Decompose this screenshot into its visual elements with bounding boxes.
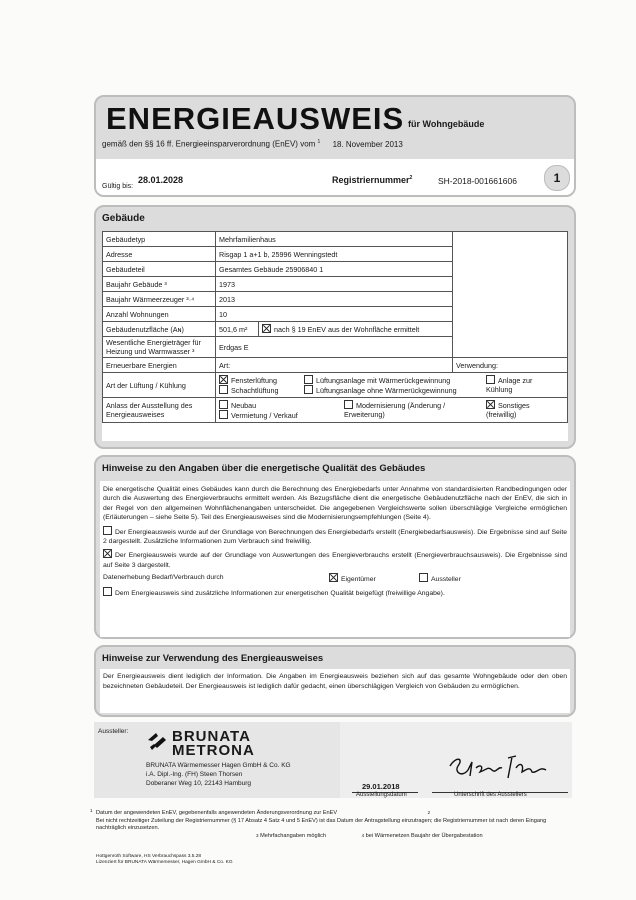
row-value: Erdgas E <box>216 337 453 358</box>
registration-label <box>332 175 412 185</box>
registration-footnote-ref: 2 <box>409 175 413 181</box>
footnotes <box>90 808 570 840</box>
valid-label: Gültig bis: <box>102 183 134 190</box>
law-text: gemäß den §§ 16 ff. Energieeinsparverordnung (EnEV) vom <box>102 139 316 149</box>
checkbox <box>103 587 112 596</box>
software-line: Lizenziert für BRUNATA Wärmemesser, Hagen GmbH & Co. KG <box>96 860 233 866</box>
nutzflaeche-note <box>259 322 453 337</box>
row-label: Gebäudenutzfläche (Aɴ) <box>103 322 216 337</box>
occasion-options <box>216 398 568 423</box>
option-modernisierung <box>344 400 454 419</box>
option-lueftung-ohne <box>304 385 457 395</box>
option-zusatz-text: Dem Energieausweis sind zusätzliche Informationen zur energetischen Qualität beigefügt (freiwillige Angabe). <box>115 590 445 597</box>
row-label: Erneuerbare Energien <box>103 358 216 373</box>
building-heading: Gebäude <box>102 213 145 224</box>
checkbox <box>103 526 112 535</box>
issue-date: 29.01.2018 <box>362 782 400 791</box>
option-label: Aussteller <box>431 576 461 583</box>
header-panel <box>94 95 576 197</box>
row-value: 10 <box>216 307 453 322</box>
checkbox <box>486 375 495 384</box>
option-sonstiges <box>486 400 552 419</box>
valid-date: 28.01.2028 <box>138 175 184 185</box>
option-kuehlung <box>486 375 546 394</box>
row-label: Gebäudetyp <box>103 232 216 247</box>
data-collection-label: Datenerhebung Bedarf/Verbrauch durch <box>103 574 224 581</box>
option-label: Neubau <box>231 401 257 410</box>
law-footnote-ref: 1 <box>317 139 321 145</box>
option-label: Anlage zur Kühlung <box>486 376 533 394</box>
option-label: Schachtlüftung <box>231 386 279 395</box>
footnote-row <box>90 808 570 818</box>
row-label: Art der Lüftung / Kühlung <box>103 373 216 398</box>
option-label: Fensterlüftung <box>231 376 277 385</box>
table-row <box>103 398 568 423</box>
photo-area <box>453 232 568 358</box>
checkbox-checked <box>103 549 112 558</box>
footnote-marker: 4 <box>361 832 365 838</box>
row-label: Anzahl Wohnungen <box>103 307 216 322</box>
row-value: 1973 <box>216 277 453 292</box>
row-label: Baujahr Gebäude ³ <box>103 277 216 292</box>
checkbox <box>344 400 353 409</box>
option-zusatz <box>103 587 567 598</box>
footnote-marker: 2 <box>427 810 431 815</box>
quality-notes-body <box>100 481 570 637</box>
registration-number: SH-2018-001661606 <box>438 176 517 186</box>
ventilation-options <box>216 373 568 398</box>
footnote-marker: 3 <box>256 832 259 838</box>
software-info <box>96 854 233 866</box>
quality-intro: Die energetische Qualität eines Gebäudes kann durch die Berechnung des Energiebedarfs unter Annahme von standardisierten Randbedingungen oder durch die Auswertung des Energieverbrauchs ermittelt werden. Als Bezugsfläche dient die energetische Gebäudenutzfläche nach der EnEV, die sich in der Regel von den allgemeinen Wohnflächenangaben unterscheidet. Die angegebenen Vergleichswerte sollen überschlägige Vergleiche ermöglichen (Erläuterungen – siehe Seite 5). Teil des Energieausweises sind die Modernisierungsempfehlungen (Seite 4). <box>103 486 567 522</box>
software-line: Hottgenroth Software, HS Verbrauchspass 3.5.28 <box>96 854 202 859</box>
footnote-row <box>96 833 570 841</box>
document-title: ENERGIEAUSWEIS <box>106 101 405 136</box>
row-value: Risgap 1 a+1 b, 25996 Wenningstedt <box>216 247 453 262</box>
table-row <box>103 373 568 398</box>
option-verbrauch <box>103 549 567 570</box>
page-number: 1 <box>553 171 561 185</box>
checkbox <box>304 385 313 394</box>
option-verbrauch-text: Der Energieausweis wurde auf der Grundlage von Auswertungen des Energieverbrauchs erstellt (Energieverbrauchsausweis). Die Ergebnisse sind auf Seite 3 dargestellt. <box>103 552 567 569</box>
checkbox <box>419 573 428 582</box>
law-line <box>102 139 403 149</box>
row-label: Wesentliche Energieträger für Heizung und Warmwasser ³ <box>103 337 216 358</box>
option-bedarf-text: Der Energieausweis wurde auf der Grundlage von Berechnungen des Energiebedarfs erstellt (Energiebedarfsausweis). Die Ergebnisse sind auf Seite 2 dargestellt. Zusätzliche Informationen zum Verbrauch sind freiwillig. <box>103 528 567 545</box>
footnote-2: Bei nicht rechtzeitiger Zuteilung der Registriernummer (§ 17 Absatz 4 Satz 4 und 5 EnEV) ist das Datum der Antragstellung einzutragen; die Registriernummer ist nach deren Eingang nachträglich einzusetzen. <box>96 817 547 832</box>
issuer-address <box>146 762 291 788</box>
row-value-usage: Verwendung: <box>453 358 568 373</box>
row-value: Gesamtes Gebäude 25906840 1 <box>216 262 453 277</box>
row-value: Art: <box>216 358 453 373</box>
option-lueftung-mit <box>304 375 450 385</box>
checkbox <box>219 400 228 409</box>
row-label: Baujahr Wärmeerzeuger ³·⁴ <box>103 292 216 307</box>
option-aussteller <box>419 573 461 584</box>
option-label: Lüftungsanlage mit Wärmerückgewinnung <box>316 376 451 385</box>
option-bedarf <box>103 526 567 547</box>
registration-label-text: Registriernummer <box>332 175 410 185</box>
address-line: i.A. Dipl.-Ing. (FH) Steen Thorsen <box>146 770 243 778</box>
footnote-4: bei Wärmenetzen Baujahr der Übergabestation <box>365 832 483 839</box>
checkbox-checked <box>486 400 495 409</box>
footnote-marker: 1 <box>90 808 93 813</box>
nutzflaeche-note-text: nach § 19 EnEV aus der Wohnfläche ermittelt <box>274 325 420 334</box>
building-table-wrap <box>102 231 568 441</box>
option-schachtlueftung <box>219 385 279 395</box>
table-row <box>103 358 568 373</box>
option-vermietung <box>219 410 298 420</box>
document-subtitle: für Wohngebäude <box>408 119 485 129</box>
brunata-logo-icon <box>146 730 170 752</box>
logo-line-1: BRUNATA <box>172 728 251 745</box>
option-label: Modernisierung (Änderung / Erweiterung) <box>344 401 446 419</box>
row-label: Anlass der Ausstellung des Energieausweises <box>103 398 216 423</box>
footnote-3: Mehrfachangaben möglich <box>260 832 327 839</box>
usage-notes-body <box>100 669 570 713</box>
issuer-block <box>94 722 572 798</box>
signature-label: Unterschrift des Ausstellers <box>454 792 527 798</box>
checkbox <box>219 410 228 419</box>
row-value: Mehrfamilienhaus <box>216 232 453 247</box>
building-table <box>102 231 568 423</box>
quality-notes-panel <box>94 455 576 639</box>
signature-drawing <box>446 752 556 782</box>
address-line: BRUNATA Wärmemesser Hagen GmbH & Co. KG <box>146 762 291 769</box>
quality-notes-heading: Hinweise zu den Angaben über die energetische Qualität des Gebäudes <box>102 463 426 474</box>
checkbox-checked <box>262 324 271 333</box>
checkbox-checked <box>329 573 338 582</box>
usage-notes-text: Der Energieausweis dient lediglich der Information. Die Angaben im Energieausweis beziehen sich auf das gesamte Wohngebäude oder den oben bezeichneten Gebäudeteil. Der Energieausweis ist lediglich dafür gedacht, einen überschlägigen Vergleich von Gebäuden zu ermöglichen. <box>103 673 567 690</box>
data-collection-line <box>103 573 567 585</box>
row-value: 501,6 m² <box>216 322 259 337</box>
building-panel <box>94 205 576 449</box>
law-date: 18. November 2013 <box>332 139 403 149</box>
table-row <box>103 232 568 247</box>
option-label: Eigentümer <box>341 576 376 583</box>
issuer-label: Aussteller: <box>98 728 129 735</box>
logo-line-2: METRONA <box>172 742 255 759</box>
checkbox-checked <box>219 375 228 384</box>
option-label: Lüftungsanlage ohne Wärmerückgewinnung <box>316 386 457 395</box>
option-label: Sonstiges (freiwillig) <box>486 401 530 419</box>
option-label: Vermietung / Verkauf <box>231 411 298 420</box>
address-line: Doberaner Weg 10, 22143 Hamburg <box>146 779 252 787</box>
row-label: Gebäudeteil <box>103 262 216 277</box>
checkbox <box>219 385 228 394</box>
issue-date-label: Ausstellungsdatum <box>356 792 407 798</box>
option-eigentuemer <box>329 573 376 584</box>
signature <box>446 752 556 787</box>
usage-notes-panel <box>94 645 576 717</box>
row-value: 2013 <box>216 292 453 307</box>
option-neubau <box>219 400 256 410</box>
footnote-1: Datum der angewendeten EnEV, gegebenenfalls angewendeten Änderungsverordnung zur EnEV <box>96 810 338 816</box>
checkbox <box>304 375 313 384</box>
option-fensterlueftung <box>219 375 277 385</box>
page-number-badge <box>544 165 570 191</box>
row-label: Adresse <box>103 247 216 262</box>
usage-notes-heading: Hinweise zur Verwendung des Energieausweises <box>102 653 324 664</box>
